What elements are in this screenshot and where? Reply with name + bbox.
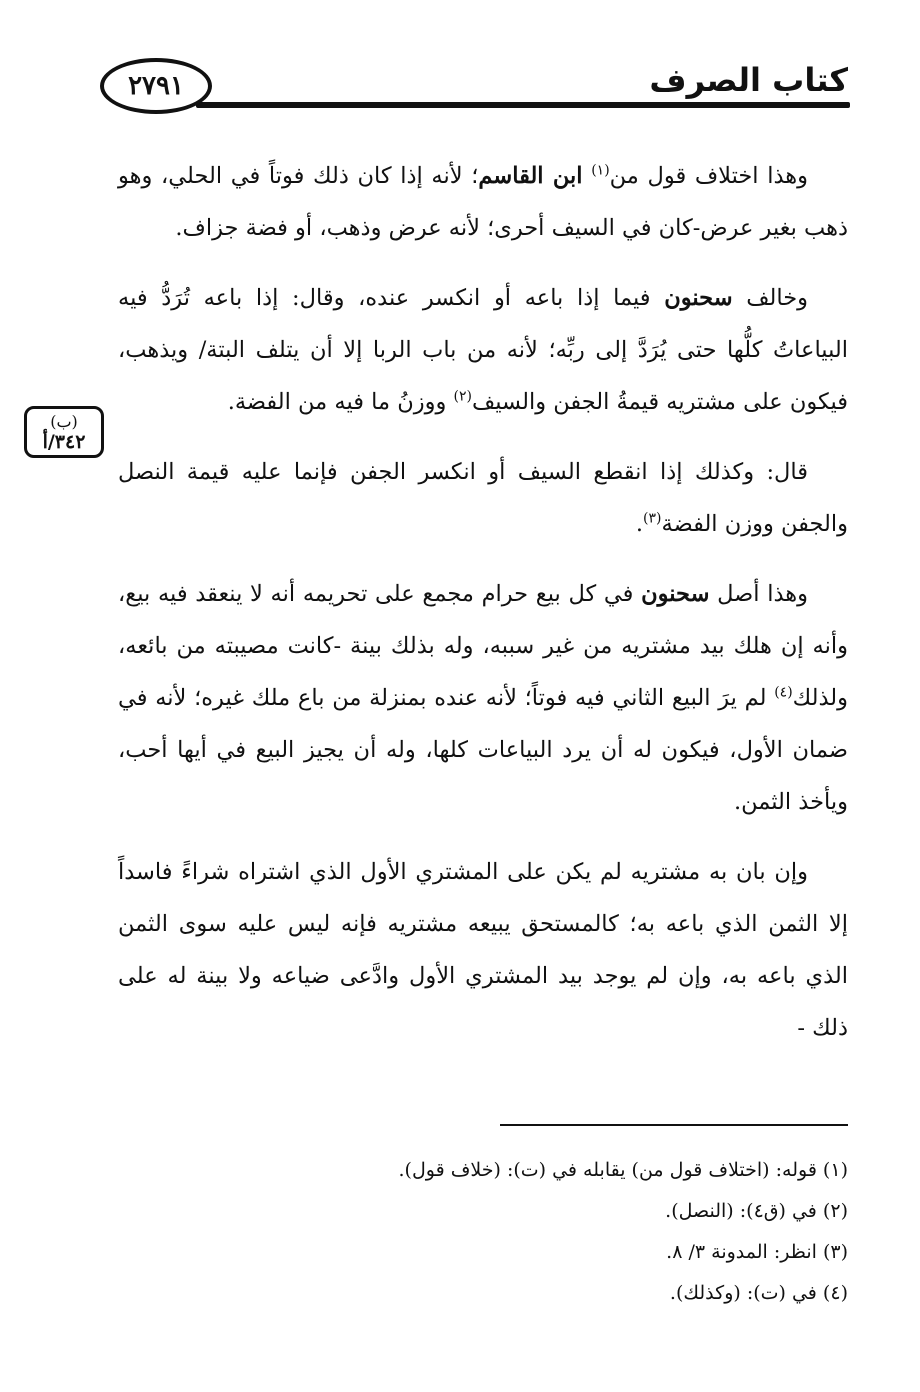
manuscript-folio-marker — [24, 406, 104, 458]
main-text — [118, 150, 848, 1072]
footnote-separator — [500, 1124, 848, 1126]
text-run: وإن بان به مشتريه لم يكن على المشتري الأول الذي اشتراه شراءً فاسداً إلا الثمن الذي باعه به؛ كالمستحق يبيعه مشتريه فإنه ليس عليه سوى الثمن الذي باعه به، وإن لم يوجد بيد المشتري الأول وادَّعى ضياعه ولا بينة له على ذلك - — [118, 859, 848, 1041]
footnote-1: (١) قوله: (اختلاف قول من) يقابله في (ت): (خلاف قول). — [398, 1159, 848, 1181]
paragraph-2 — [118, 272, 848, 428]
footnote-3: (٣) انظر: المدونة ٣/ ٨. — [666, 1241, 848, 1263]
paragraph-4 — [118, 568, 848, 828]
text-run: قال: وكذلك إذا انقطع السيف أو انكسر الجفن فإنما عليه قيمة النصل والجفن ووزن الفضة — [118, 459, 848, 537]
text-run: ؛ لأنه إذا كان ذلك فوتاً في الحلي، وهو ذهب بغير عرض-كان في السيف أحرى؛ لأنه عرض وذهب، أو فضة جزاف. — [118, 163, 848, 241]
text-run: . — [635, 511, 644, 537]
text-run: وخالف — [746, 285, 809, 311]
paragraph-3 — [118, 446, 848, 550]
text-run: وهذا أصل — [717, 581, 808, 607]
footnote-4: (٤) في (ت): (وكذلك). — [669, 1282, 848, 1304]
paragraph-5 — [118, 846, 848, 1054]
text-run: في كل بيع حرام مجمع على تحريمه أنه لا ينعقد فيه بيع، وأنه إن هلك بيد مشتريه من غير سببه، وله بذلك بينة -كانت مصيبته من بائعه، ولذلك — [118, 581, 849, 711]
paragraph-1 — [118, 150, 848, 254]
footnote-ref-3: (٣) — [643, 510, 662, 527]
text-run: ووزنُ ما فيه من الفضة. — [227, 389, 447, 415]
footnotes — [118, 1150, 848, 1314]
footnote-ref-2: (٢) — [453, 388, 472, 405]
page-number: ٢٧٩١ — [128, 71, 184, 101]
running-header-title: كتاب الصرف — [649, 61, 848, 99]
text-run: لم يرَ البيع الثاني فيه فوتاً؛ لأنه عنده بمنزلة من باع ملك غيره؛ لأنه في ضمان الأول، فيكون له أن يرد البياعات كلها، وله أن يجيز البيع في أيها أحب، ويأخذ الثمن. — [118, 685, 848, 815]
footnote-2: (٢) في (ق٤): (النصل). — [665, 1200, 848, 1222]
footnote-ref-4: (٤) — [774, 684, 793, 701]
person-name: ابن القاسم — [478, 163, 583, 189]
person-name: سحنون — [664, 285, 733, 311]
person-name: سحنون — [641, 581, 710, 607]
footnote-ref-1: (١) — [591, 162, 610, 179]
manuscript-folio: ٣٤٢/أ — [42, 431, 86, 453]
page-number-badge — [100, 58, 212, 114]
header-rule — [196, 102, 850, 108]
text-run: فيما إذا باعه أو انكسر عنده، وقال: إذا باعه تُرَدُّ فيه البياعاتُ كلُّها حتى يُرَدَّ إلى ربِّه؛ لأنه من باب الربا إلا أن يتلف البتة/ ويذهب، فيكون على مشتريه قيمةُ الجفن والسيف — [118, 285, 848, 415]
text-run: وهذا اختلاف قول من — [609, 163, 808, 189]
manuscript-letter: (ب) — [50, 412, 78, 431]
